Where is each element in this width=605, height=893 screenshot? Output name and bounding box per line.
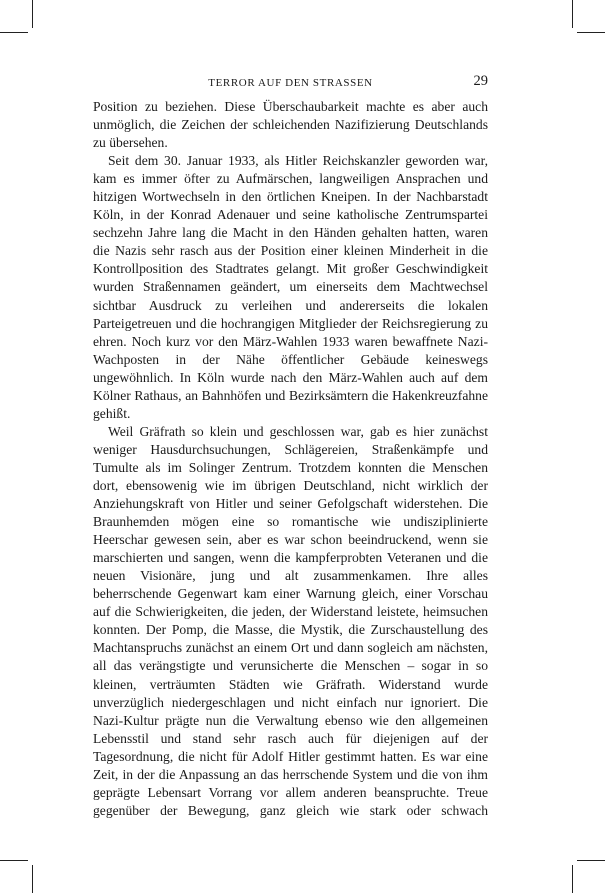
paragraph-3: Weil Gräfrath so klein und geschlossen war, gab es hier zunächst weniger Hausdurchsuchungen, Schlägereien, Straßenkämpfe und Tumulte als im Solinger Zentrum. Trotzdem konnten die Menschen dort, ebensowenig wie im übrigen Deutschland, nicht wirklich der Anziehungskraft von Hitler und seiner Gefolgschaft widerstehen. Die Braunhemden mögen eine so romantische wie undisziplinierte Heerschar gewesen sein, aber es war schon beeindruckend, wenn sie marschierten und sangen, wenn die kampferprobten Veteranen und die neuen Visionäre, jung und alt zusammenkamen. Ihre alles beherrschende Gegenwart kam einer Warnung gleich, einer Vorschau auf die Schwierigkeiten, die jeden, der Widerstand leistete, heimsuchen konnten. Der Pomp, die Masse, die Mystik, die Zurschaustellung des Machtanspruchs zunächst an einem Ort und dann sogleich am nächsten, all das verängstigte und verunsicherte die Menschen – sogar in so kleinen, verträumten Städten wie Gräfrath. Widerstand wurde unverzüglich niedergeschlagen und nicht einfach nur ignoriert. Die Nazi-Kultur prägte nun die Verwaltung ebenso wie den allgemeinen Lebensstil und stand sehr rasch auch für diejenigen auf der Tagesordnung, die nicht für Adolf Hitler gestimmt hatten. Es war eine Zeit, in der die Anpassung an das herrschende System und die von ihm geprägte Lebensart Vorrang vor allem anderen beanspruchte. Treue gegenüber der Bewegung, ganz gleich wie stark oder schwach <box>93 423 488 818</box>
paragraph-2: Seit dem 30. Januar 1933, als Hitler Reichskanzler geworden war, kam es immer öfter zu Aufmärschen, langweiligen Ansprachen und hitzigen Wortwechseln in den örtlichen Kneipen. In der Nachbarstadt Köln, in der Konrad Adenauer und seine katholische Zentrumspartei sechzehn Jahre lang die Macht in den Händen gehalten hatten, waren die Nazis sehr rasch aus der Position einer kleinen Minderheit in die Kontrollposition des Stadtrates gelangt. Mit großer Geschwindigkeit wurden Straßennamen geändert, um einerseits dem Machtwechsel sichtbar Ausdruck zu verleihen und andererseits die lokalen Parteigetreuen und die hochrangigen Mitglieder der Reichsregierung zu ehren. Noch kurz vor den März-Wahlen 1933 waren bewaffnete Nazi-Wachposten in der Nähe öffentlicher Gebäude keineswegs ungewöhnlich. In Köln wurde nach den März-Wahlen auch auf dem Kölner Rathaus, an Bahnhöfen und Bezirksämtern die Hakenkreuzfahne gehißt. <box>93 153 488 421</box>
crop-mark-top-left-h <box>0 32 28 33</box>
crop-mark-bottom-right-h <box>577 860 605 861</box>
running-head <box>93 75 488 91</box>
crop-mark-top-left <box>32 0 33 28</box>
crop-mark-bottom-right <box>572 865 573 893</box>
crop-mark-top-right-h <box>577 32 605 33</box>
body-text <box>93 98 488 820</box>
page-number: 29 <box>473 73 488 89</box>
crop-mark-top-right <box>572 0 573 28</box>
crop-mark-bottom-left <box>32 865 33 893</box>
running-title: TERROR AUF DEN STRASSEN <box>208 77 373 89</box>
crop-mark-bottom-left-h <box>0 860 28 861</box>
paragraph-1: Position zu beziehen. Diese Überschaubarkeit machte es aber auch unmöglich, die Zeichen der schleichenden Nazifizierung Deutschlands zu übersehen. <box>93 99 488 151</box>
